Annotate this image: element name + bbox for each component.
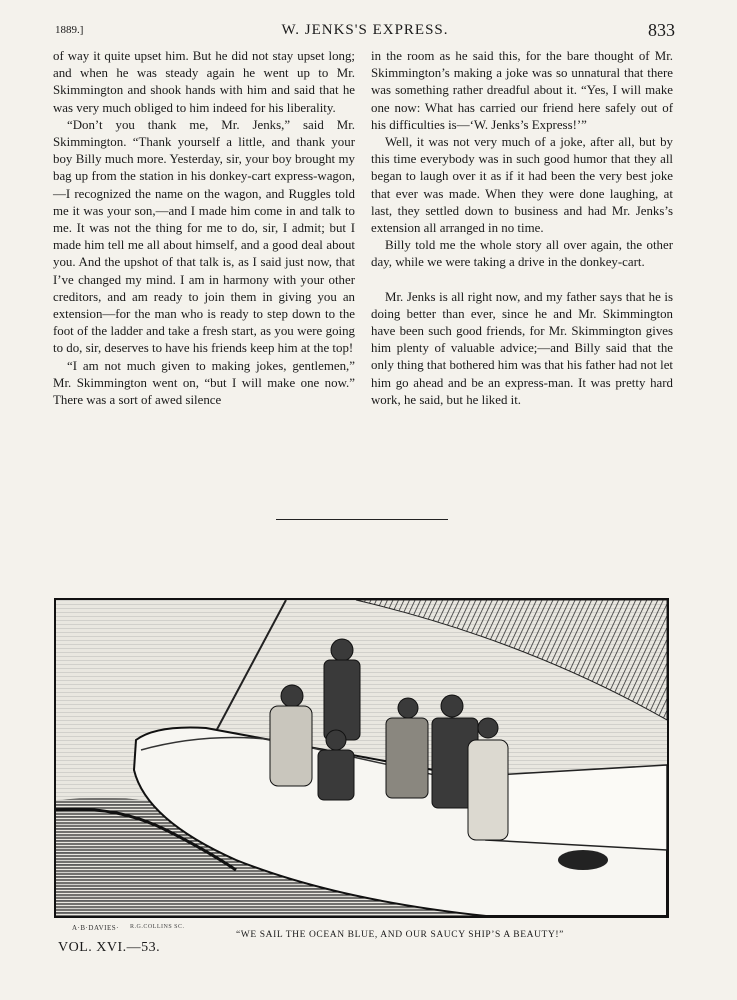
section-break [371, 272, 673, 289]
figure-head [331, 639, 353, 661]
figure-head [281, 685, 303, 707]
figure-head [326, 730, 346, 750]
sailboat-drawing [56, 600, 667, 916]
paragraph: Mr. Jenks is all right now, and my father says that he is doing better than ever, since he and Mr. Skimmington have been such good friends, for Mr. Skimmington gives him plenty of valuable advice;—and Billy said that the only thing that bothered him was that his father had not let him go ahead and be an express-man. It was pretty hard work, he said, but he liked it. [371, 289, 673, 407]
figure-head [398, 698, 418, 718]
running-title: W. JENKS'S EXPRESS. [281, 22, 449, 38]
paragraph: Billy told me the whole story all over again, the other day, while we were taking a drive in the donkey-cart. [371, 238, 673, 270]
section-divider-rule [276, 519, 448, 520]
sailboat-engraving [54, 598, 669, 918]
paragraph: Well, it was not very much of a joke, after all, but by this time everybody was in such good humor that they all began to laugh over it as if it had been the very best joke that ever was made. When they were done laughing, at last, they settled down to business and had Mr. Jenks’s extension all arranged in no time. [371, 135, 673, 236]
page-number: 833 [648, 20, 675, 40]
cabin-roof [486, 765, 667, 850]
page-header [55, 22, 675, 44]
figure-body [468, 740, 508, 840]
porthole [558, 850, 608, 870]
volume-footer: VOL. XVI.—53. [58, 940, 161, 955]
figure-body [270, 706, 312, 786]
figure-head [441, 695, 463, 717]
paragraph: “Don’t you thank me, Mr. Jenks,” said Mr. Skimmington. “Thank yourself a little, and thank your boy Billy much more. Yesterday, sir, your boy brought my bag up from the station in his donkey-cart express-wagon,—I recognized the name on the wagon, and Ruggles told me it was your son,—and I made him come in and talk to me. It was not the thing for me to do, sir, I admit; but I made him tell me all about himself, and a good deal about you. And the upshot of that talk is, as I said just now, that I’ve changed my mind. I am in harmony with your other creditors, and am ready to join them in giving you an extension—for the man who is ready to step down to the foot of the ladder and take a fresh start, as you were going to do, sir, deserves to have his friends keep him at the top! [53, 117, 355, 356]
header-year: 1889.] [55, 24, 84, 36]
illustration-caption: “WE SAIL THE OCEAN BLUE, AND OUR SAUCY SHIP’S A BEAUTY!” [235, 930, 564, 940]
paragraph: of way it quite upset him. But he did not stay upset long; and when he was steady again he went up to Mr. Skimmington and shook hands with him and said that he was very much obliged to him indeed for his liberality. [53, 49, 355, 115]
artist-signature: A·B·DAVIES· [72, 924, 119, 932]
figure-body [386, 718, 428, 798]
figure-body [324, 660, 360, 740]
figure-body [318, 750, 354, 800]
engraver-signature: R.G.COLLINS SC. [130, 924, 185, 930]
figure-head [478, 718, 498, 738]
paragraph: in the room as he said this, for the bare thought of Mr. Skimmington’s making a joke was so unnatural that there was something rather dreadful about it. “Yes, I will make one now: What has carried our friend here safely out of his difficulties is—‘W. Jenks’s Express!’” [371, 49, 673, 132]
paragraph: “I am not much given to making jokes, gentlemen,” Mr. Skimmington went on, “but I will make one now.” There was a sort of awed silence [53, 358, 355, 408]
right-column [371, 48, 673, 409]
left-column [53, 48, 355, 409]
